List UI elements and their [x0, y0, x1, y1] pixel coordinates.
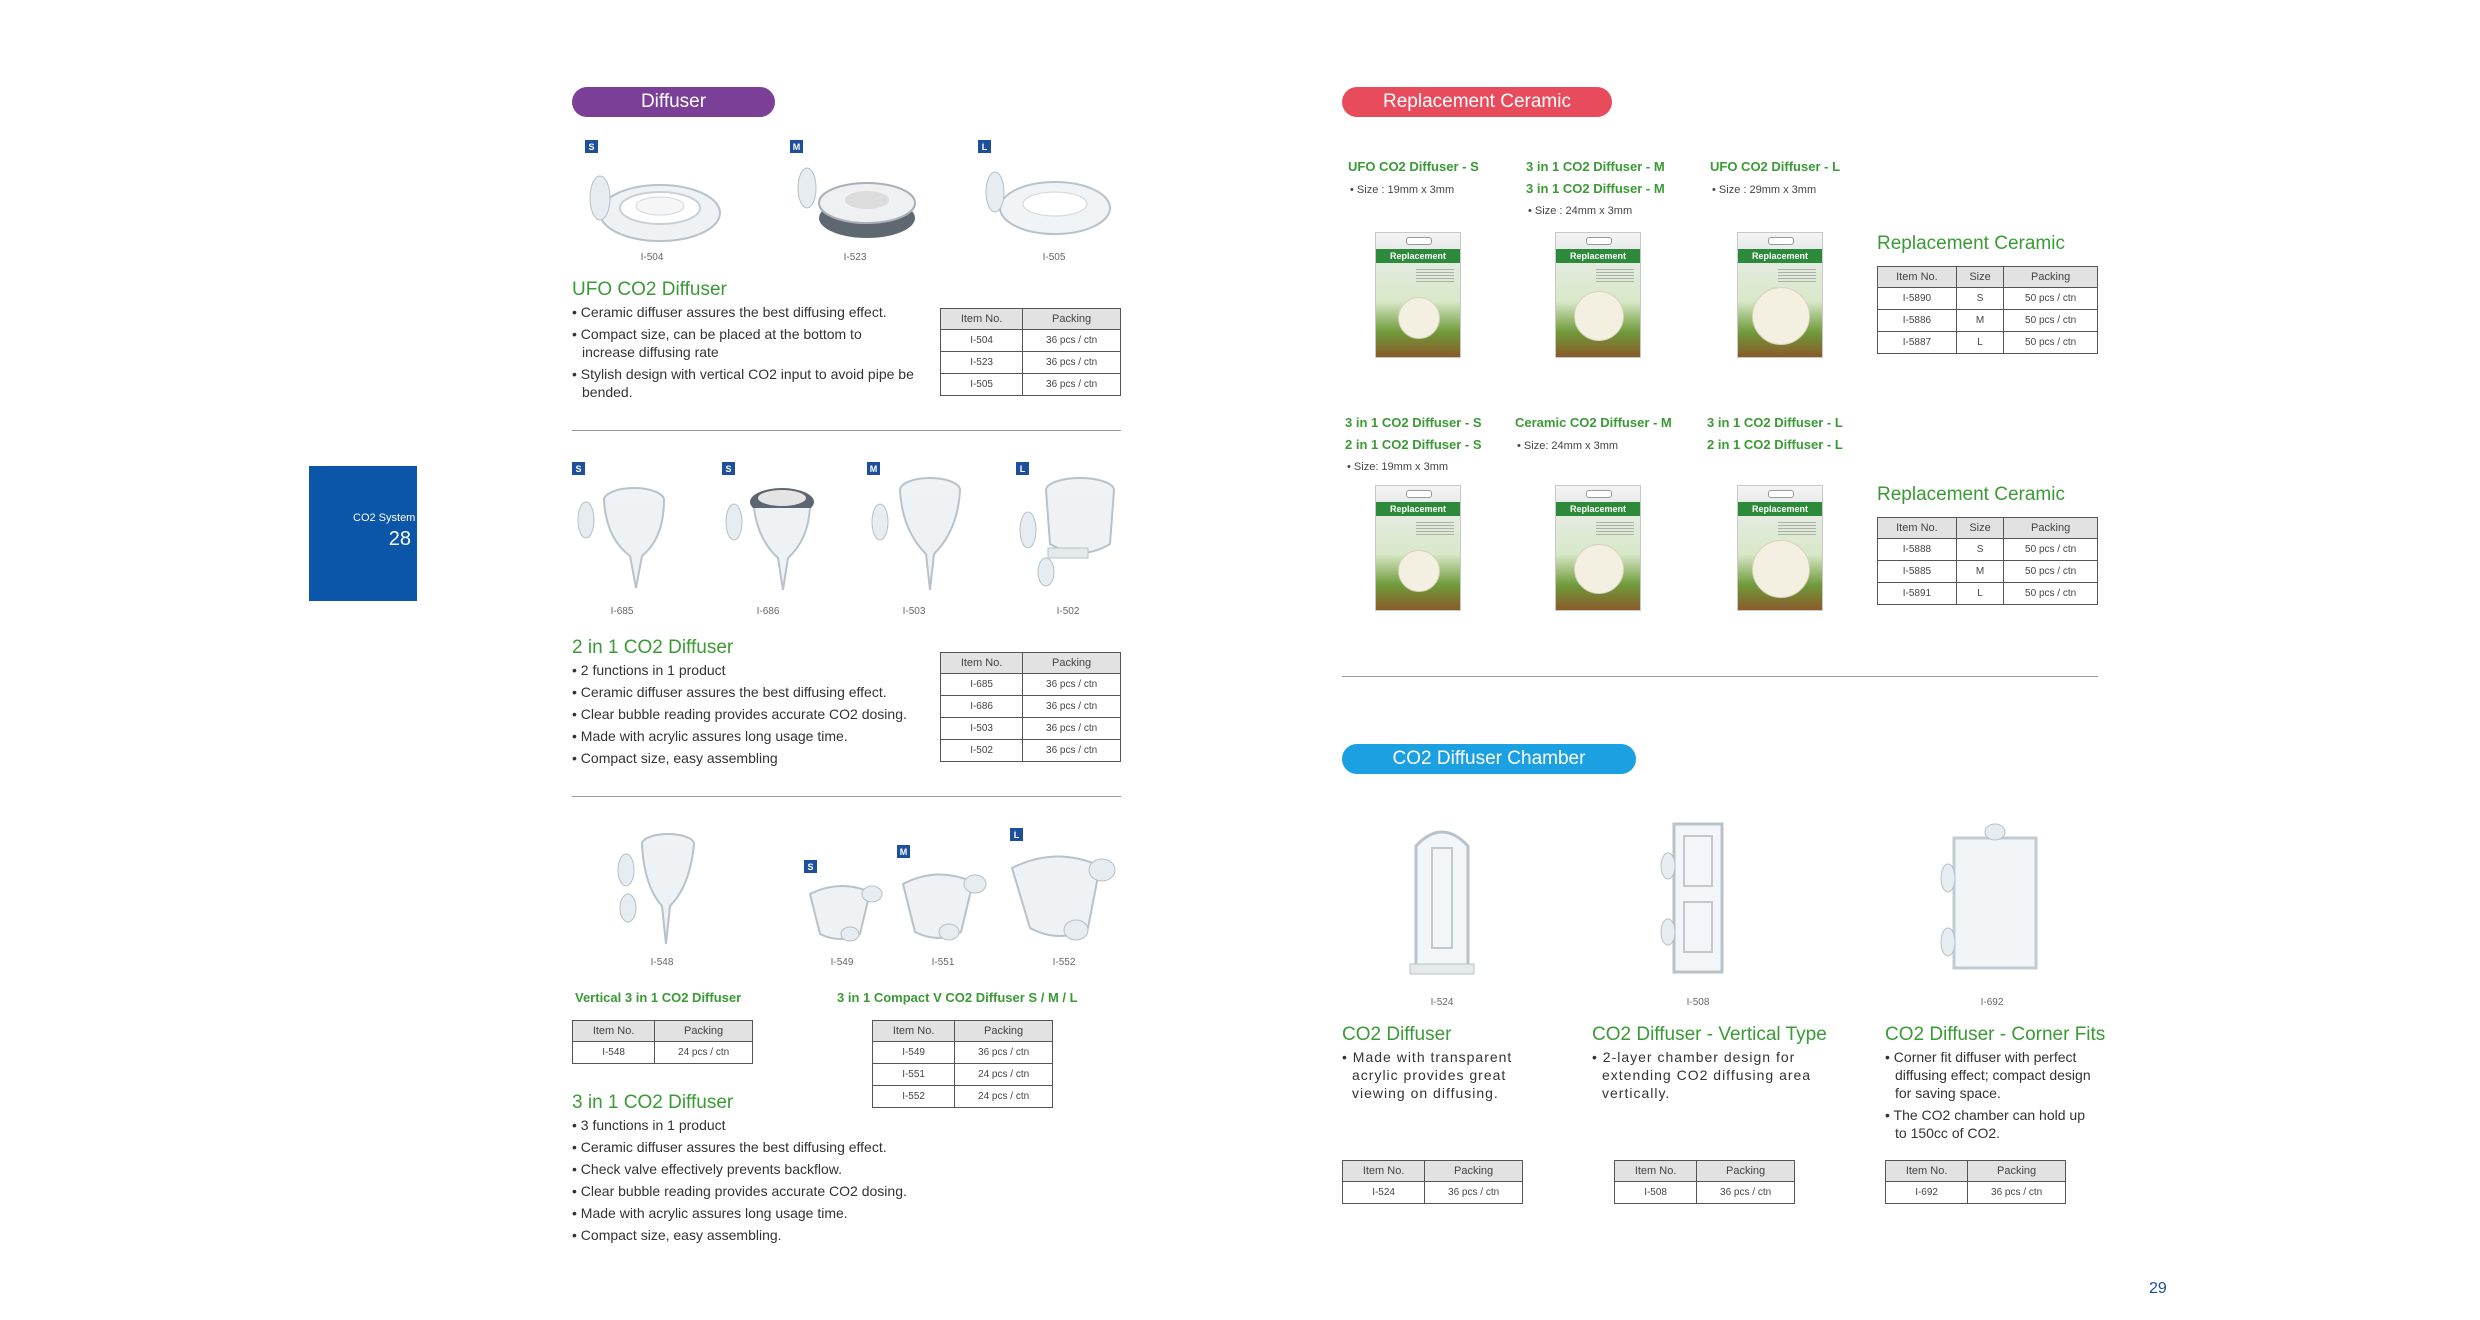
- table-row: [941, 352, 1121, 374]
- product-code: I-552: [1052, 957, 1076, 968]
- replacement-ceramic-table: [1877, 517, 2098, 605]
- table-cell: 36 pcs / ctn: [1023, 352, 1121, 374]
- feature-item: • 2-layer chamber design for extending CO2 diffusing area vertically.: [1592, 1048, 1820, 1102]
- vertical-three-in-one-title: Vertical 3 in 1 CO2 Diffuser: [575, 990, 742, 1005]
- product-code: I-504: [640, 252, 664, 263]
- two-in-one-diffuser-502-image: [1010, 470, 1125, 600]
- table-row: [873, 1064, 1053, 1086]
- table-header: Item No.: [1615, 1161, 1697, 1182]
- table-cell: S: [1956, 539, 2003, 561]
- table-header: Packing: [2004, 267, 2098, 288]
- vertical-three-in-one-packing-table: [572, 1020, 753, 1064]
- table-cell: I-503: [941, 718, 1023, 740]
- table-header: Packing: [1425, 1161, 1523, 1182]
- table-header: Packing: [1023, 309, 1121, 330]
- table-cell: I-5887: [1878, 332, 1957, 354]
- table-cell: I-551: [873, 1064, 955, 1086]
- size-badge: S: [804, 860, 817, 873]
- ceramic-size: • Size: 24mm x 3mm: [1517, 440, 1619, 452]
- table-cell: I-685: [941, 674, 1023, 696]
- ceramic-item-title: UFO CO2 Diffuser - L: [1710, 159, 1841, 174]
- ceramic-item-title: 2 in 1 CO2 Diffuser - L: [1707, 437, 1843, 452]
- table-header: Size: [1956, 267, 2003, 288]
- feature-item: • Ceramic diffuser assures the best diffusing effect.: [572, 303, 917, 321]
- replacement-ceramic-package-image: [1737, 485, 1823, 611]
- product-code: I-508: [1686, 997, 1710, 1008]
- product-code: I-685: [610, 606, 634, 617]
- page-number: 29: [2149, 1280, 2167, 1297]
- feature-item: • Corner fit diffuser with perfect diffusing effect; compact design for saving space.: [1885, 1048, 2093, 1102]
- table-cell: 36 pcs / ctn: [1023, 696, 1121, 718]
- co2-diffuser-chamber-image: [1402, 818, 1482, 980]
- co2-diffuser-vertical-type-title: CO2 Diffuser - Vertical Type: [1592, 1024, 1827, 1045]
- three-in-one-feature-list: [572, 1116, 952, 1248]
- table-cell: 36 pcs / ctn: [1023, 718, 1121, 740]
- two-in-one-packing-table: [940, 652, 1121, 762]
- table-cell: 24 pcs / ctn: [955, 1064, 1053, 1086]
- package-label: Replacement: [1738, 502, 1822, 516]
- side-tab-page-number: 28: [388, 528, 411, 550]
- package-label: Replacement: [1376, 249, 1460, 263]
- table-row: [1878, 539, 2098, 561]
- side-tab-label: CO2 System: [353, 512, 416, 524]
- table-cell: 24 pcs / ctn: [955, 1086, 1053, 1108]
- product-code: I-551: [931, 957, 955, 968]
- co2-system-side-tab: [309, 466, 417, 601]
- table-row: [573, 1042, 753, 1064]
- feature-item: • Ceramic diffuser assures the best diffusing effect.: [572, 1138, 952, 1156]
- replacement-ceramic-table: [1877, 266, 2098, 354]
- section-divider: [572, 796, 1121, 797]
- table-cell: M: [1956, 310, 2003, 332]
- vertical-type-packing-table: [1614, 1160, 1795, 1204]
- table-header: Packing: [655, 1021, 753, 1042]
- package-label: Replacement: [1376, 502, 1460, 516]
- size-badge: M: [897, 845, 910, 858]
- compact-v-packing-table: [872, 1020, 1053, 1108]
- three-in-one-diffuser-title: 3 in 1 CO2 Diffuser: [572, 1092, 734, 1113]
- table-row: [1878, 288, 2098, 310]
- section-divider: [572, 430, 1121, 431]
- size-badge: M: [790, 140, 803, 153]
- table-cell: M: [1956, 561, 2003, 583]
- replacement-ceramic-package-image: [1375, 485, 1461, 611]
- table-row: [1878, 332, 2098, 354]
- feature-item: • Compact size, easy assembling: [572, 749, 932, 767]
- table-cell: I-502: [941, 740, 1023, 762]
- table-cell: 50 pcs / ctn: [2004, 539, 2098, 561]
- ceramic-size: • Size : 19mm x 3mm: [1350, 184, 1455, 196]
- table-row: [1878, 310, 2098, 332]
- ceramic-item-title: 3 in 1 CO2 Diffuser - L: [1707, 415, 1843, 430]
- co2-diffuser-feature-list: [1342, 1048, 1527, 1106]
- table-cell: I-523: [941, 352, 1023, 374]
- replacement-ceramic-table-title: Replacement Ceramic: [1877, 484, 2065, 505]
- table-cell: 36 pcs / ctn: [1023, 674, 1121, 696]
- table-header: Item No.: [1343, 1161, 1425, 1182]
- table-header: Packing: [1697, 1161, 1795, 1182]
- feature-item: • Made with acrylic assures long usage time.: [572, 727, 932, 745]
- table-row: [1343, 1182, 1523, 1204]
- two-in-one-diffuser-685-image: [572, 478, 682, 598]
- product-code: I-524: [1430, 997, 1454, 1008]
- table-cell: S: [1956, 288, 2003, 310]
- ceramic-item-title: UFO CO2 Diffuser - S: [1348, 159, 1479, 174]
- table-cell: I-505: [941, 374, 1023, 396]
- table-row: [941, 674, 1121, 696]
- vertical-three-in-one-diffuser-image: [612, 826, 712, 951]
- size-badge: L: [1010, 828, 1023, 841]
- product-code: I-523: [843, 252, 867, 263]
- table-cell: 50 pcs / ctn: [2004, 310, 2098, 332]
- table-header: Packing: [2004, 518, 2098, 539]
- size-badge: S: [572, 462, 585, 475]
- ufo-diffuser-s-image: [578, 158, 728, 248]
- feature-item: • Made with transparent acrylic provides great viewing on diffusing.: [1342, 1048, 1527, 1102]
- co2-diffuser-title: CO2 Diffuser: [1342, 1024, 1452, 1045]
- replacement-ceramic-package-image: [1555, 232, 1641, 358]
- package-label: Replacement: [1556, 249, 1640, 263]
- feature-item: • 3 functions in 1 product: [572, 1116, 952, 1134]
- size-badge: S: [722, 462, 735, 475]
- table-header: Item No.: [573, 1021, 655, 1042]
- package-label: Replacement: [1556, 502, 1640, 516]
- product-code: I-503: [902, 606, 926, 617]
- table-row: [941, 740, 1121, 762]
- ceramic-item-title: 3 in 1 CO2 Diffuser - M: [1526, 181, 1665, 196]
- feature-item: • Check valve effectively prevents backflow.: [572, 1160, 952, 1178]
- table-row: [1878, 561, 2098, 583]
- table-row: [873, 1042, 1053, 1064]
- table-cell: 36 pcs / ctn: [955, 1042, 1053, 1064]
- compact-v-diffuser-m-image: [893, 860, 993, 952]
- corner-fits-feature-list: [1885, 1048, 2093, 1146]
- table-header: Packing: [1023, 653, 1121, 674]
- product-code: I-502: [1056, 606, 1080, 617]
- table-cell: I-5891: [1878, 583, 1957, 605]
- replacement-ceramic-package-image: [1375, 232, 1461, 358]
- ufo-co2-diffuser-title: UFO CO2 Diffuser: [572, 279, 727, 300]
- ceramic-size: • Size : 29mm x 3mm: [1712, 184, 1817, 196]
- size-badge: M: [867, 462, 880, 475]
- ufo-diffuser-l-image: [975, 158, 1115, 248]
- two-in-one-diffuser-686-image: [720, 478, 830, 598]
- ceramic-item-title: 3 in 1 CO2 Diffuser - S: [1345, 415, 1482, 430]
- table-cell: 36 pcs / ctn: [1023, 740, 1121, 762]
- replacement-ceramic-pill: Replacement Ceramic: [1342, 87, 1612, 117]
- table-row: [941, 718, 1121, 740]
- two-in-one-diffuser-title: 2 in 1 CO2 Diffuser: [572, 637, 734, 658]
- package-label: Replacement: [1738, 249, 1822, 263]
- table-cell: I-508: [1615, 1182, 1697, 1204]
- table-cell: 36 pcs / ctn: [1023, 374, 1121, 396]
- table-cell: 36 pcs / ctn: [1425, 1182, 1523, 1204]
- product-code: I-686: [756, 606, 780, 617]
- table-row: [941, 696, 1121, 718]
- size-badge: S: [585, 140, 598, 153]
- feature-item: • Made with acrylic assures long usage time.: [572, 1204, 952, 1222]
- table-cell: L: [1956, 583, 2003, 605]
- compact-v-diffuser-s-image: [800, 874, 890, 949]
- product-code: I-549: [830, 957, 854, 968]
- size-text: Size: 19mm x 3mm: [1353, 461, 1449, 473]
- two-in-one-diffuser-503-image: [866, 470, 976, 598]
- feature-item: • Compact size, can be placed at the bottom to increase diffusing rate: [572, 325, 917, 361]
- product-code: I-548: [650, 957, 674, 968]
- feature-item: • Ceramic diffuser assures the best diffusing effect.: [572, 683, 932, 701]
- table-cell: I-5885: [1878, 561, 1957, 583]
- table-cell: I-692: [1886, 1182, 1968, 1204]
- table-cell: I-549: [873, 1042, 955, 1064]
- table-row: [1886, 1182, 2066, 1204]
- feature-item: • Compact size, easy assembling.: [572, 1226, 952, 1244]
- table-cell: I-5886: [1878, 310, 1957, 332]
- two-in-one-feature-list: [572, 661, 932, 771]
- feature-item: • Clear bubble reading provides accurate CO2 dosing.: [572, 1182, 952, 1200]
- table-cell: 36 pcs / ctn: [1023, 330, 1121, 352]
- table-header: Item No.: [873, 1021, 955, 1042]
- ceramic-item-title: 2 in 1 CO2 Diffuser - S: [1345, 437, 1482, 452]
- table-header: Packing: [1968, 1161, 2066, 1182]
- table-cell: 24 pcs / ctn: [655, 1042, 753, 1064]
- table-cell: 36 pcs / ctn: [1968, 1182, 2066, 1204]
- corner-fits-packing-table: [1885, 1160, 2066, 1204]
- replacement-ceramic-table-title: Replacement Ceramic: [1877, 233, 2065, 254]
- feature-item: • 2 functions in 1 product: [572, 661, 932, 679]
- section-divider: [1342, 676, 2098, 677]
- co2-diffuser-chamber-pill: CO2 Diffuser Chamber: [1342, 744, 1636, 774]
- ceramic-item-title: 3 in 1 CO2 Diffuser - M: [1526, 159, 1665, 174]
- table-cell: L: [1956, 332, 2003, 354]
- feature-item: • Stylish design with vertical CO2 input to avoid pipe be bended.: [572, 365, 917, 401]
- table-header: Packing: [955, 1021, 1053, 1042]
- size-text: Size : 29mm x 3mm: [1718, 184, 1817, 196]
- table-header: Item No.: [941, 309, 1023, 330]
- product-code: I-505: [1042, 252, 1066, 263]
- table-row: [941, 374, 1121, 396]
- table-cell: I-552: [873, 1086, 955, 1108]
- ufo-feature-list: [572, 303, 917, 405]
- table-header: Item No.: [1886, 1161, 1968, 1182]
- feature-item: • Clear bubble reading provides accurate CO2 dosing.: [572, 705, 932, 723]
- feature-item: • The CO2 chamber can hold up to 150cc of CO2.: [1885, 1106, 2093, 1142]
- size-badge: L: [978, 140, 991, 153]
- table-row: [1878, 583, 2098, 605]
- table-cell: 50 pcs / ctn: [2004, 583, 2098, 605]
- table-cell: 50 pcs / ctn: [2004, 288, 2098, 310]
- table-cell: I-548: [573, 1042, 655, 1064]
- compact-v-diffuser-title: 3 in 1 Compact V CO2 Diffuser S / M / L: [837, 990, 1078, 1005]
- co2-diffuser-packing-table: [1342, 1160, 1523, 1204]
- size-text: Size : 19mm x 3mm: [1356, 184, 1455, 196]
- compact-v-diffuser-l-image: [1004, 842, 1122, 952]
- table-header: Item No.: [1878, 267, 1957, 288]
- ufo-packing-table: [940, 308, 1121, 396]
- table-header: Item No.: [941, 653, 1023, 674]
- table-row: [1615, 1182, 1795, 1204]
- co2-diffuser-vertical-type-image: [1658, 816, 1738, 980]
- table-cell: I-686: [941, 696, 1023, 718]
- ceramic-item-title: Ceramic CO2 Diffuser - M: [1515, 415, 1672, 430]
- ceramic-size: • Size: 19mm x 3mm: [1347, 461, 1449, 473]
- table-cell: I-504: [941, 330, 1023, 352]
- replacement-ceramic-package-image: [1555, 485, 1641, 611]
- vertical-type-feature-list: [1592, 1048, 1820, 1106]
- size-text: Size : 24mm x 3mm: [1534, 205, 1633, 217]
- table-cell: 36 pcs / ctn: [1697, 1182, 1795, 1204]
- table-header: Size: [1956, 518, 2003, 539]
- co2-diffuser-corner-fits-title: CO2 Diffuser - Corner Fits: [1885, 1024, 2106, 1045]
- co2-diffuser-corner-fits-image: [1940, 818, 2050, 980]
- diffuser-section-pill: Diffuser: [572, 87, 775, 117]
- table-cell: 50 pcs / ctn: [2004, 561, 2098, 583]
- table-cell: I-5888: [1878, 539, 1957, 561]
- ceramic-size: • Size : 24mm x 3mm: [1528, 205, 1633, 217]
- ufo-diffuser-m-image: [785, 158, 925, 248]
- size-badge: L: [1016, 462, 1029, 475]
- table-header: Item No.: [1878, 518, 1957, 539]
- table-cell: I-5890: [1878, 288, 1957, 310]
- table-row: [873, 1086, 1053, 1108]
- table-cell: I-524: [1343, 1182, 1425, 1204]
- table-row: [941, 330, 1121, 352]
- product-code: I-692: [1980, 997, 2004, 1008]
- size-text: Size: 24mm x 3mm: [1523, 440, 1619, 452]
- replacement-ceramic-package-image: [1737, 232, 1823, 358]
- table-cell: 50 pcs / ctn: [2004, 332, 2098, 354]
